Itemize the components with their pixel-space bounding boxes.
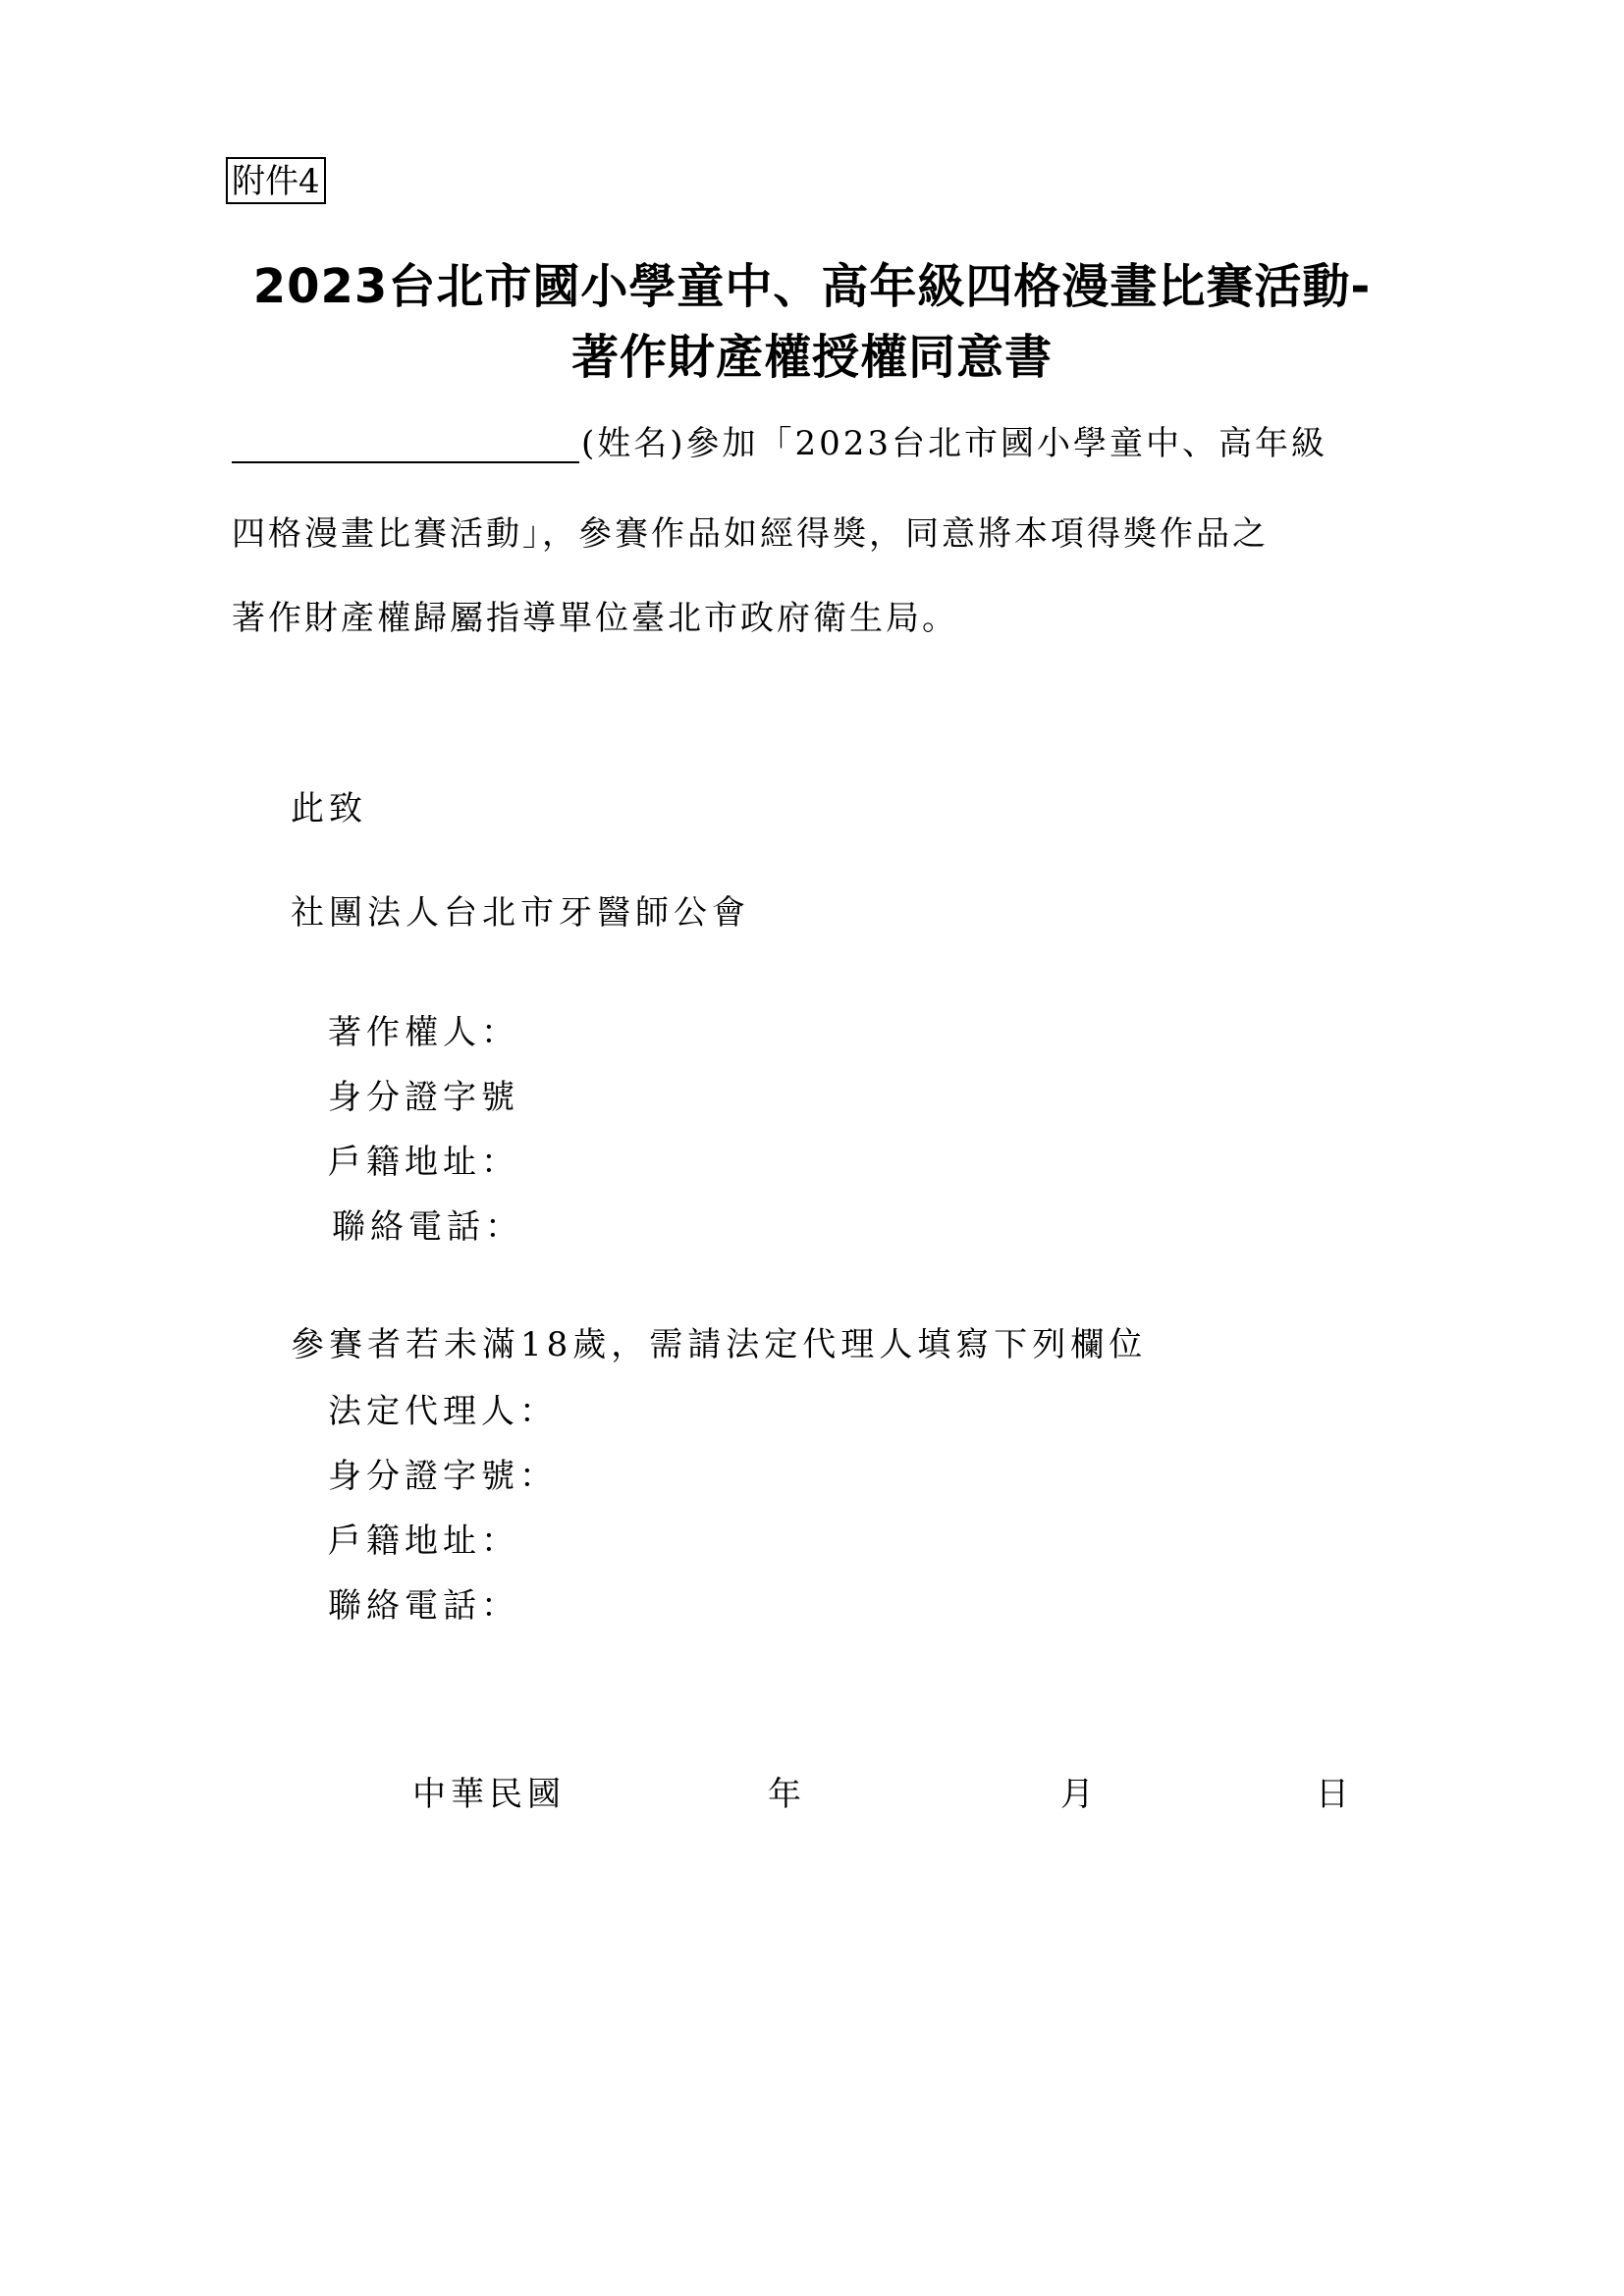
guardian-phone-label: 聯絡電話： (328, 1586, 519, 1626)
document-title-line-1: 2023台北市國小學童中、高年級四格漫畫比賽活動- (252, 259, 1372, 314)
recipient-organization: 社團法人台北市牙醫師公會 (291, 893, 750, 933)
document-title-line-2: 著作財產權授權同意書 (570, 330, 1053, 385)
minor-guardian-note: 參賽者若未滿18歲，需請法定代理人填寫下列欄位 (291, 1325, 1148, 1364)
guardian-label: 法定代理人： (328, 1392, 558, 1431)
salutation: 此致 (291, 789, 367, 828)
statement-line-2: 四格漫畫比賽活動」，參賽作品如經得獎，同意將本項得獎作品之 (232, 514, 1269, 554)
name-blank-line (232, 461, 579, 463)
copyright-holder-label: 著作權人： (328, 1013, 519, 1052)
annex-label: 附件4 (226, 157, 326, 204)
statement-line-1: (姓名)參加「2023台北市國小學童中、高年級 (581, 424, 1328, 463)
date-month-label: 月 (1060, 1775, 1099, 1814)
guardian-id-number-label: 身分證字號： (328, 1457, 558, 1496)
guardian-address-label: 戶籍地址： (328, 1522, 519, 1561)
date-year-label: 年 (768, 1775, 806, 1814)
date-day-label: 日 (1316, 1775, 1354, 1814)
date-roc-label: 中華民國 (412, 1775, 566, 1814)
holder-phone-label: 聯絡電話： (332, 1207, 523, 1247)
holder-address-label: 戶籍地址： (328, 1143, 519, 1182)
statement-line-3: 著作財產權歸屬指導單位臺北市政府衛生局。 (232, 599, 958, 638)
holder-id-number-label: 身分證字號 (328, 1078, 519, 1117)
